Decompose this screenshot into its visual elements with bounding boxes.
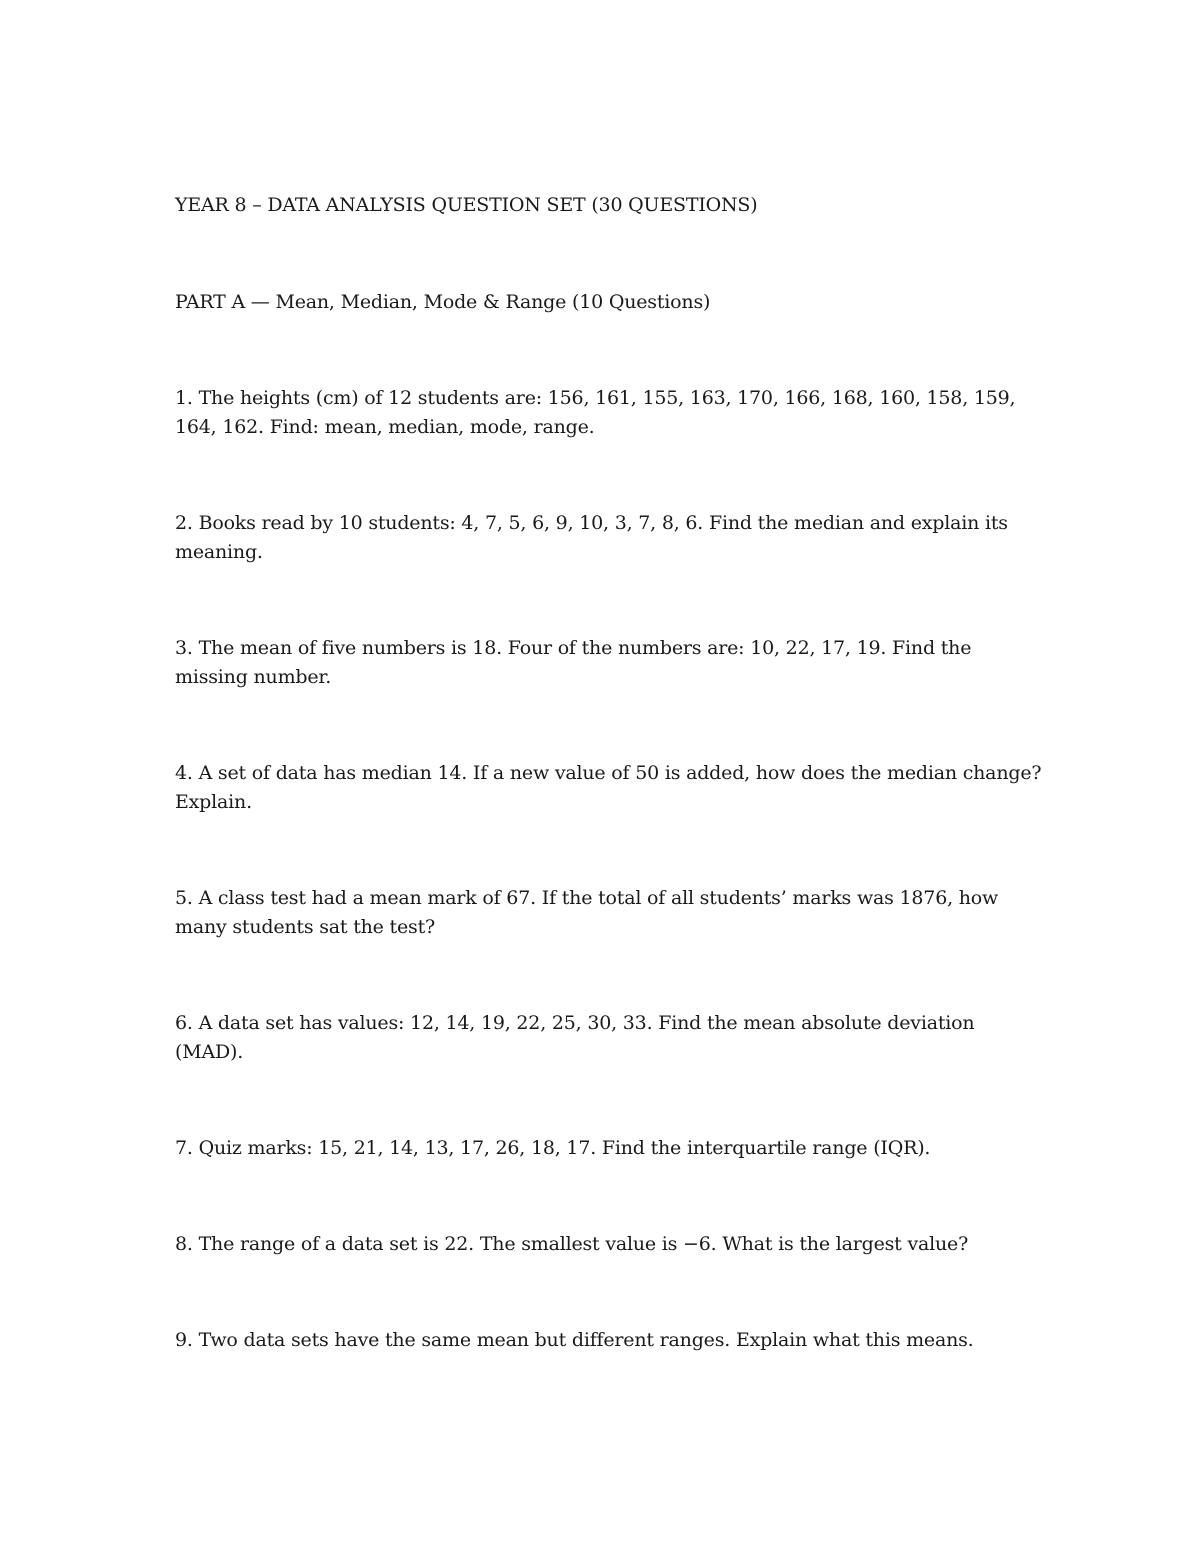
question-5: 5. A class test had a mean mark of 67. If the total of all students’ marks was 1876, how many students sat the test?: [175, 887, 999, 938]
question-9: 9. Two data sets have the same mean but different ranges. Explain what this means.: [175, 1329, 974, 1351]
part-a-heading: PART A — Mean, Median, Mode & Range (10 Questions): [175, 291, 711, 313]
document-body: [175, 192, 1045, 1355]
question-6: 6. A data set has values: 12, 14, 19, 22, 25, 30, 33. Find the mean absolute deviation (MAD).: [175, 1012, 975, 1063]
question-7: 7. Quiz marks: 15, 21, 14, 13, 17, 26, 18, 17. Find the interquartile range (IQR).: [175, 1137, 931, 1159]
question-4: 4. A set of data has median 14. If a new value of 50 is added, how does the median change? Explain.: [175, 762, 1042, 813]
document-title: YEAR 8 – DATA ANALYSIS QUESTION SET (30 QUESTIONS): [175, 194, 758, 216]
question-3: 3. The mean of five numbers is 18. Four of the numbers are: 10, 22, 17, 19. Find the missing number.: [175, 637, 972, 688]
question-8: 8. The range of a data set is 22. The smallest value is −6. What is the largest value?: [175, 1233, 969, 1255]
question-list: [175, 384, 1045, 1355]
question-1: 1. The heights (cm) of 12 students are: 156, 161, 155, 163, 170, 166, 168, 160, 158, 159, 164, 162. Find: mean, median, mode, range.: [175, 387, 1016, 438]
question-2: 2. Books read by 10 students: 4, 7, 5, 6, 9, 10, 3, 7, 8, 6. Find the median and explain its meaning.: [175, 512, 1008, 563]
